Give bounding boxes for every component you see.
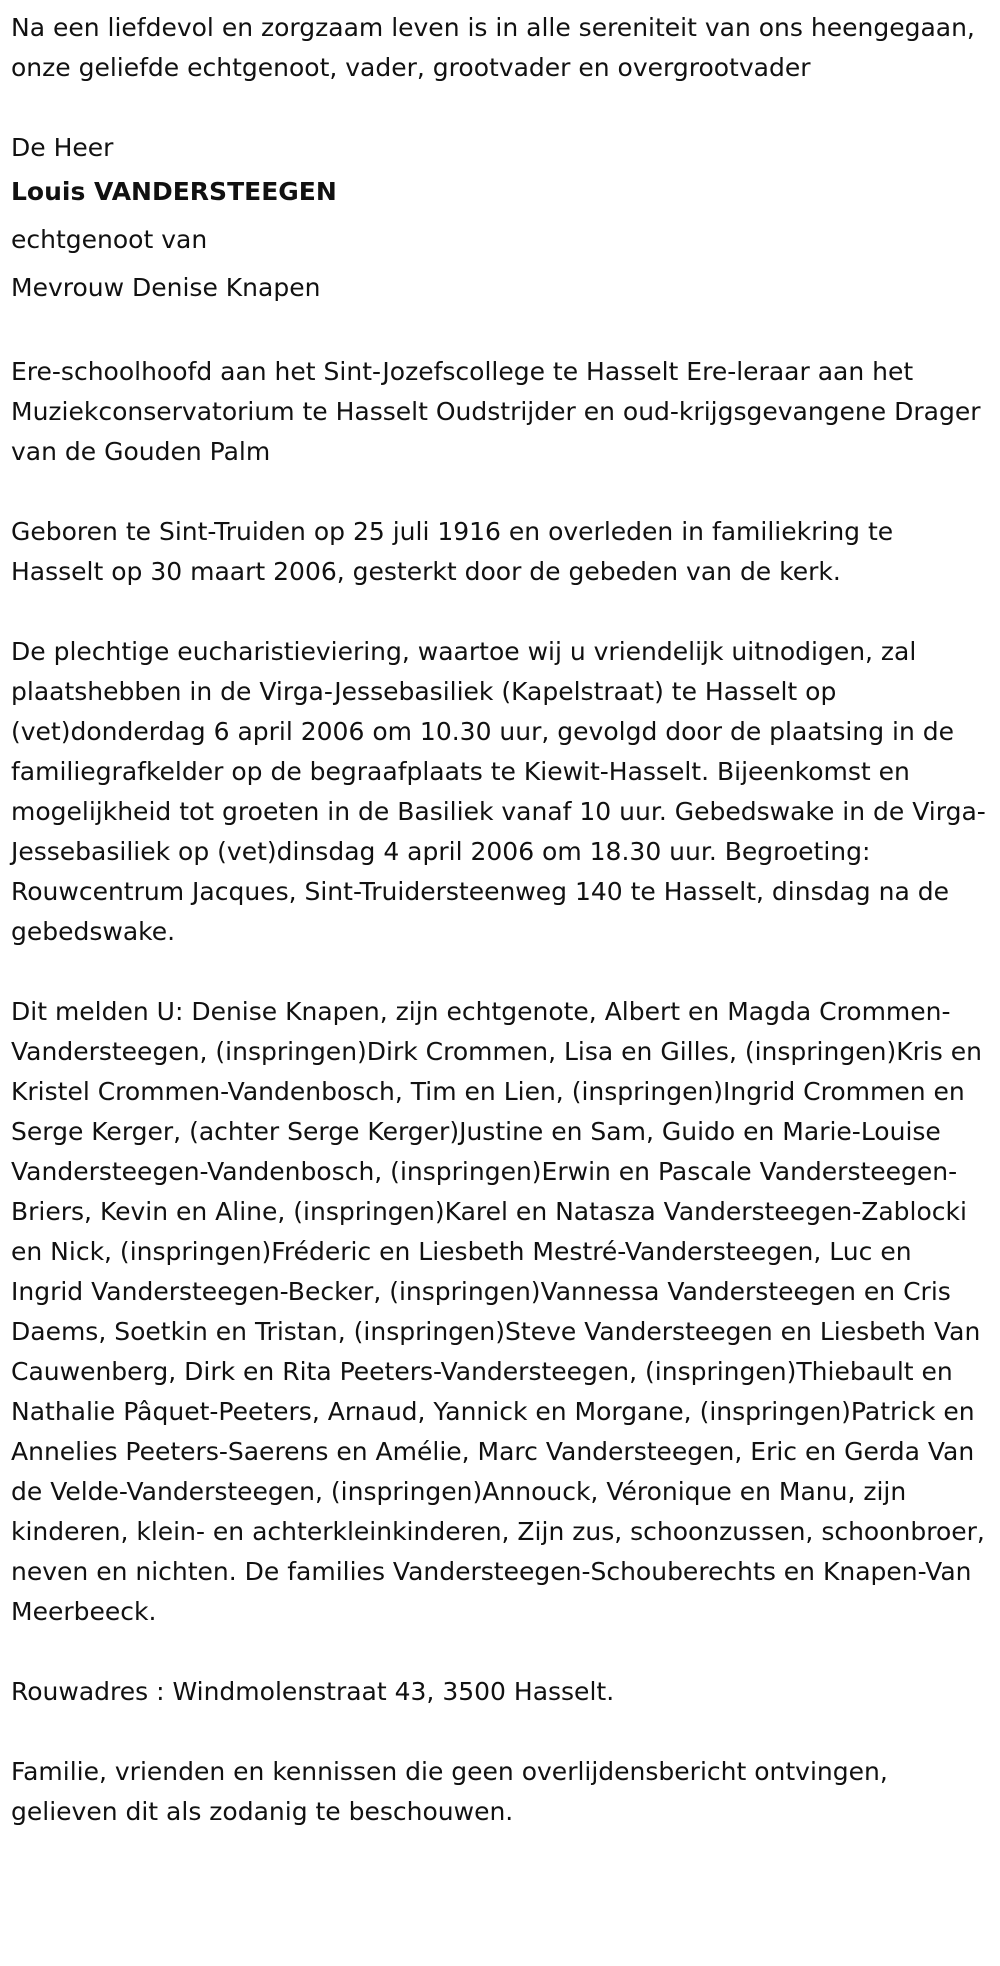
spacer bbox=[11, 88, 1000, 128]
intro-paragraph: Na een liefdevol en zorgzaam leven is in alle sereniteit van ons heengegaan, onze geliefde echtgenoot, vader, grootvader en overgrootvader bbox=[11, 13, 975, 82]
spacer bbox=[11, 592, 1000, 632]
spacer bbox=[11, 312, 1000, 352]
birth-death-paragraph: Geboren te Sint-Truiden op 25 juli 1916 en overleden in familiekring te Hasselt op 30 maart 2006, gesterkt door de gebeden van de kerk. bbox=[11, 517, 894, 586]
spacer bbox=[11, 472, 1000, 512]
address-line: Rouwadres : Windmolenstraat 43, 3500 Hasselt. bbox=[11, 1677, 615, 1706]
closing-paragraph: Familie, vrienden en kennissen die geen overlijdensbericht ontvingen, gelieven dit als zodanig te beschouwen. bbox=[11, 1757, 888, 1826]
spouse-name: Mevrouw Denise Knapen bbox=[11, 273, 321, 302]
spacer bbox=[11, 1712, 1000, 1752]
spouse-label: echtgenoot van bbox=[11, 225, 208, 254]
ceremony-paragraph: De plechtige eucharistieviering, waartoe wij u vriendelijk uitnodigen, zal plaatshebben in de Virga-Jessebasiliek (Kapelstraat) te Hasselt op (vet)donderdag 6 april 2006 om 10.30 uur, gevolgd door de plaatsing in de familiegrafkelder op de begraafplaats te Kiewit-Hasselt. Bijeenkomst en mogelijkheid tot groeten in de Basiliek vanaf 10 uur. Gebedswake in de Virga-Jessebasiliek op (vet)dinsdag 4 april 2006 om 18.30 uur. Begroeting: Rouwcentrum Jacques, Sint-Truidersteenweg 140 te Hasselt, dinsdag na de gebedswake. bbox=[11, 637, 986, 946]
titles-paragraph: Ere-schoolhoofd aan het Sint-Jozefscollege te Hasselt Ere-leraar aan het Muziekconservatorium te Hasselt Oudstrijder en oud-krijgsgevangene Drager van de Gouden Palm bbox=[11, 357, 981, 466]
spacer bbox=[11, 1632, 1000, 1672]
family-paragraph: Dit melden U: Denise Knapen, zijn echtgenote, Albert en Magda Crommen-Vandersteegen, (inspringen)Dirk Crommen, Lisa en Gilles, (inspringen)Kris en Kristel Crommen-Vandenbosch, Tim en Lien, (inspringen)Ingrid Crommen en Serge Kerger, (achter Serge Kerger)Justine en Sam, Guido en Marie-Louise Vandersteegen-Vandenbosch, (inspringen)Erwin en Pascale Vandersteegen-Briers, Kevin en Aline, (inspringen)Karel en Natasza Vandersteegen-Zablocki en Nick, (inspringen)Fréderic en Liesbeth Mestré-Vandersteegen, Luc en Ingrid Vandersteegen-Becker, (inspringen)Vannessa Vandersteegen en Cris Daems, Soetkin en Tristan, (inspringen)Steve Vandersteegen en Liesbeth Van Cauwenberg, Dirk en Rita Peeters-Vandersteegen, (inspringen)Thiebault en Nathalie Pâquet-Peeters, Arnaud, Yannick en Morgane, (inspringen)Patrick en Annelies Peeters-Saerens en Amélie, Marc Vandersteegen, Eric en Gerda Van de Velde-Vandersteegen, (inspringen)Annouck, Véronique en Manu, zijn kinderen, klein- en achterkleinkinderen, Zijn zus, schoonzussen, schoonbroer, neven en nichten. De families Vandersteegen-Schouberechts en Knapen-Van Meerbeeck. bbox=[11, 997, 985, 1626]
title-prefix: De Heer bbox=[11, 133, 114, 162]
deceased-name: Louis VANDERSTEEGEN bbox=[11, 177, 337, 206]
spacer bbox=[11, 952, 1000, 992]
